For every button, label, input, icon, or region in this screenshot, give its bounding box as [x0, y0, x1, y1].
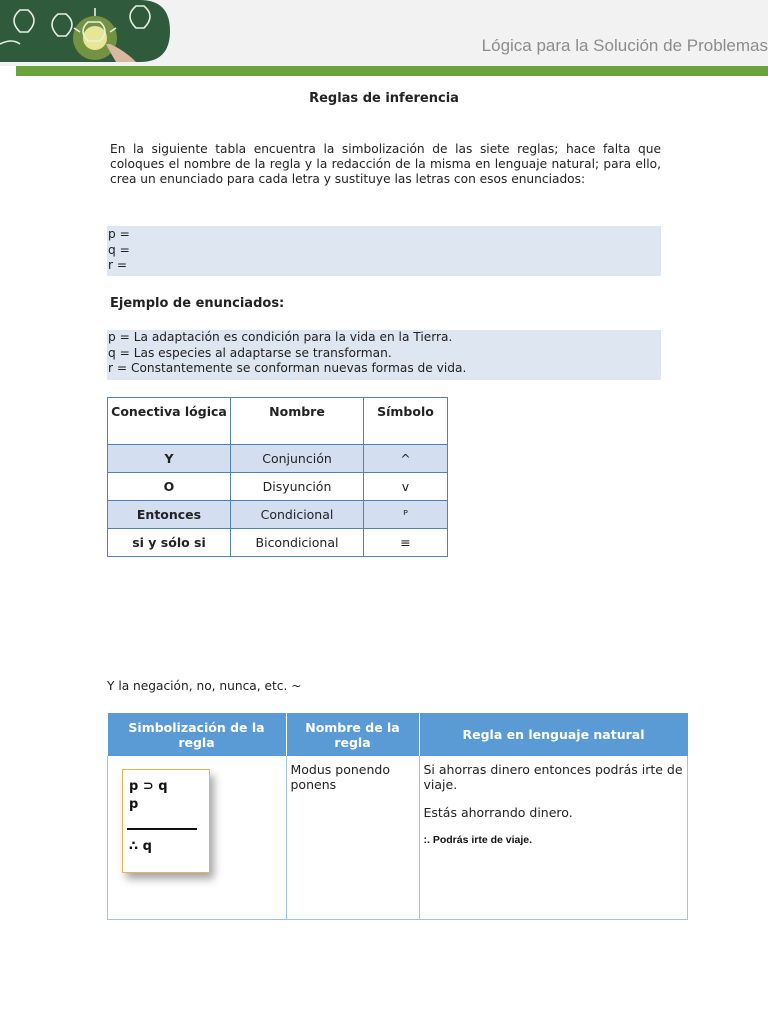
premise-2: p — [129, 797, 139, 812]
connective-cell: Entonces — [108, 501, 231, 529]
var-r: r = — [108, 258, 128, 272]
var-p: p = — [108, 227, 130, 241]
table-row — [108, 756, 688, 919]
connective-cell: Y — [108, 445, 231, 473]
page-title: Reglas de inferencia — [309, 91, 459, 106]
examples-heading: Ejemplo de enunciados: — [110, 296, 285, 311]
header-divider — [16, 66, 768, 76]
variables-box — [107, 226, 661, 276]
inference-rules-table — [107, 713, 688, 920]
rules-header-row — [108, 713, 688, 756]
var-q: q = — [108, 242, 130, 257]
premise-1: p ⊃ q — [129, 779, 168, 794]
examples-box — [107, 330, 661, 380]
symbol-cell: ≡ — [364, 529, 448, 557]
header-name: Nombre — [231, 398, 364, 445]
lightbulb-banner-icon — [0, 0, 170, 62]
connective-cell: O — [108, 473, 231, 501]
table-row — [108, 501, 448, 529]
symbolization-cell — [108, 756, 287, 919]
table-row — [108, 473, 448, 501]
rule-symbolization-card — [122, 769, 210, 873]
rule-name-cell: Modus ponendo ponens — [286, 756, 419, 919]
name-cell: Bicondicional — [231, 529, 364, 557]
header-natural-language: Regla en lenguaje natural — [419, 713, 688, 756]
header-rule-name: Nombre de la regla — [286, 713, 419, 756]
example-q: q = Las especies al adaptarse se transforman. — [108, 345, 392, 360]
table-row — [108, 529, 448, 557]
name-cell: Condicional — [231, 501, 364, 529]
connective-cell: si y sólo si — [108, 529, 231, 557]
table-header-row — [108, 398, 448, 445]
connectives-table — [107, 397, 448, 557]
example-r: r = Constantemente se conforman nuevas formas de vida. — [108, 361, 467, 375]
inference-line — [127, 828, 197, 830]
name-cell: Conjunción — [231, 445, 364, 473]
intro-paragraph: En la siguiente tabla encuentra la simbolización de las siete reglas; hace falta que coloques el nombre de la regla y la redacción de la misma en lenguaje natural; para ello, crea un enunciado para cada letra y sustituye las letras con esos enunciados: — [110, 142, 661, 186]
document-header — [0, 0, 768, 66]
negation-note: Y la negación, no, nunca, etc. ~ — [107, 679, 302, 693]
header-connective: Conectiva lógica — [108, 398, 231, 445]
natural-premise-1: Si ahorras dinero entonces podrás irte de viaje. — [423, 762, 683, 792]
example-p: p = La adaptación es condición para la vida en la Tierra. — [108, 330, 453, 344]
natural-conclusion: :. Podrás irte de viaje. — [423, 834, 533, 846]
natural-language-cell — [419, 756, 688, 919]
natural-premise-2: Estás ahorrando dinero. — [423, 805, 573, 820]
symbol-cell: v — [364, 473, 448, 501]
course-title: Lógica para la Solución de Problemas — [481, 36, 768, 55]
conclusion-symbol: ∴ q — [129, 839, 152, 854]
header-symbolization: Simbolización de la regla — [108, 713, 287, 756]
symbol-cell: ᴾ — [364, 501, 448, 529]
name-cell: Disyunción — [231, 473, 364, 501]
symbol-cell: ^ — [364, 445, 448, 473]
header-symbol: Símbolo — [364, 398, 448, 445]
table-row — [108, 445, 448, 473]
